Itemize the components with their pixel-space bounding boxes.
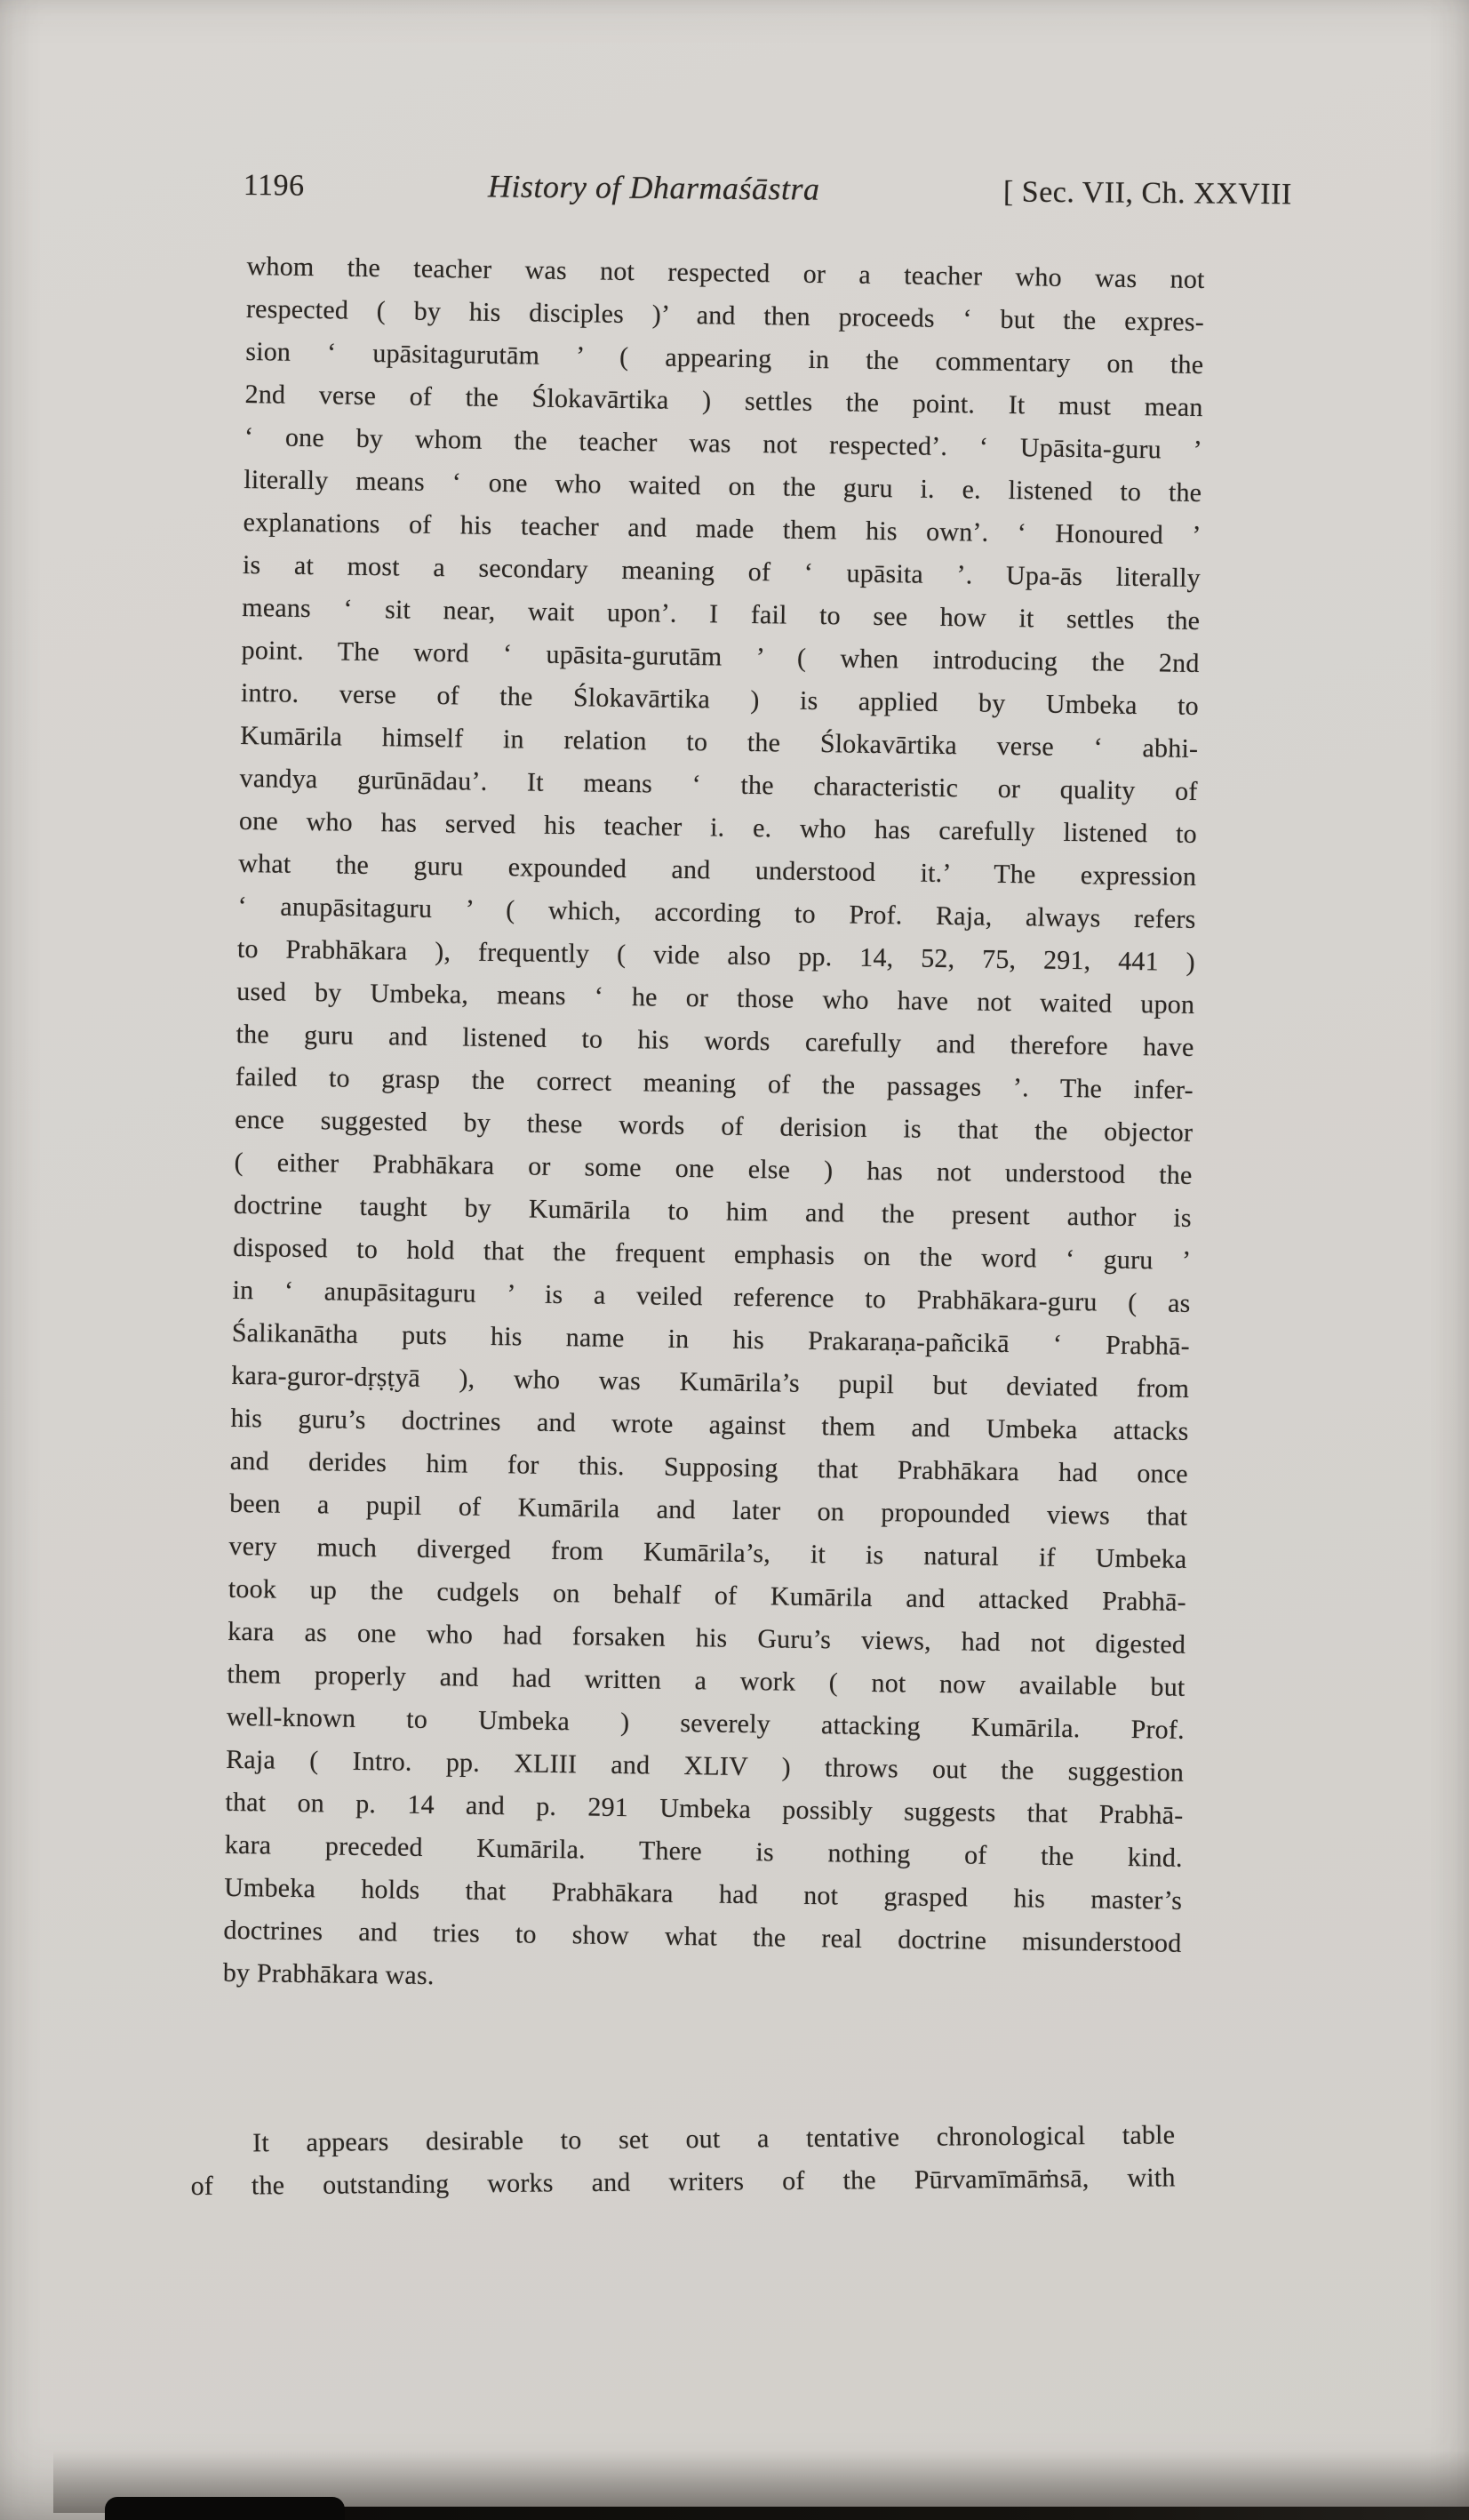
text-line: used by Umbeka, means ‘ he or those who have not waited upon [236,976,1195,1020]
text-line: intro. verse of the Ślokavārtika ) is applied by Umbeka to [240,677,1200,722]
text-line: and derides him for this. Supposing that Prabhākara had once [229,1445,1189,1489]
text-line: doctrine taught by Kumārila to him and the present author is [233,1189,1193,1233]
text-line: ‘ anupāsitaguru ’ ( which, according to Prof. Raja, always refers [237,891,1196,934]
text-line: of the outstanding works and writers of the Pūrvamīmāṁsā, with [190,2163,1176,2201]
text-line: explanations of his teacher and made them his own’. ‘ Honoured ’ [243,507,1202,551]
text-line: well-known to Umbeka ) severely attacking Kumārila. Prof. [226,1701,1186,1745]
text-line: means ‘ sit near, wait upon’. I fail to see how it settles the [242,592,1201,636]
text-line: took up the cudgels on behalf of Kumārila and attacked Prabhā- [228,1573,1187,1617]
text-line: 2nd verse of the Ślokavārtika ) settles the point. It must mean [244,379,1203,423]
text-line: Umbeka holds that Prabhākara had not grasped his master’s [223,1872,1183,1916]
text-line: Śalikanātha puts his name in his Prakaraṇa-pañcikā ‘ Prabhā- [231,1317,1191,1361]
text-line: Raja ( Intro. pp. XLIII and XLIV ) throws out the suggestion [225,1744,1185,1788]
text-line: point. The word ‘ upāsita-gurutām ’ ( when introducing the 2nd [241,635,1200,679]
text-line: ( either Prabhākara or some one else ) has not understood the [234,1147,1193,1190]
section-label: [ Sec. VII, Ch. XXVIII [1002,175,1292,212]
text-line: kara-guror-dṛṣṭyā ), who was Kumārila’s pupil but deviated from [231,1360,1190,1404]
text-line: literally means ‘ one who waited on the guru i. e. listened to the [244,464,1202,508]
text-line: that on p. 14 and p. 291 Umbeka possibly suggests that Prabhā- [225,1787,1184,1830]
text-line: one who has served his teacher i. e. who has carefully listened to [238,805,1198,849]
body-paragraph-1 [223,245,1205,2008]
page-corner-blob [105,2497,345,2520]
text-line: kara as one who had forsaken his Guru’s views, had not digested [227,1616,1186,1660]
text-line: sion ‘ upāsitagurutām ’ ( appearing in the commentary on the [245,336,1204,380]
text-line: doctrines and tries to show what the real doctrine misunderstood [223,1915,1182,1958]
text-line: by Prabhākara was. [222,1957,435,1991]
text-line: whom the teacher was not respected or a teacher who was not [246,251,1205,295]
text-line: been a pupil of Kumārila and later on propounded views that [229,1488,1188,1532]
text-line: Kumārila himself in relation to the Ślokavārtika verse ‘ abhi- [240,720,1199,764]
text-line: disposed to hold that the frequent emphasis on the word ‘ guru ’ [233,1232,1192,1276]
text-line: the guru and listened to his words carefully and therefore have [236,1019,1194,1062]
text-line: very much diverged from Kumārila’s, it is natural if Umbeka [228,1531,1187,1574]
page-header [244,165,1292,212]
body-paragraph-2 [190,2114,1176,2208]
text-line: vandya gurūnādau’. It means ‘ the characteristic or quality of [239,763,1198,806]
text-line: them properly and had written a work ( not now available but [227,1659,1186,1702]
text-line: is at most a secondary meaning of ‘ upāsita ’. Upa-ās literally [242,549,1202,594]
running-title: History of Dharmaśāstra [487,168,820,207]
text-line: what the guru expounded and understood it.’ The expression [238,848,1197,892]
text-line: failed to grasp the correct meaning of the passages ’. The infer- [235,1061,1194,1105]
text-line: to Prabhākara ), frequently ( vide also pp. 14, 52, 75, 291, 441 ) [236,933,1196,977]
text-line: ‘ one by whom the teacher was not respected’. ‘ Upāsita-guru ’ [244,421,1203,466]
text-line: kara preceded Kumārila. There is nothing of the kind. [224,1829,1184,1873]
page-number: 1196 [243,168,305,203]
text-line: his guru’s doctrines and wrote against them and Umbeka attacks [230,1403,1189,1446]
text-line: respected ( by his disciples )’ and then proceeds ‘ but the expres- [245,293,1205,338]
text-line: in ‘ anupāsitaguru ’ is a veiled reference to Prabhākara-guru ( as [232,1275,1191,1318]
text-line: ence suggested by these words of derision is that the objector [235,1104,1194,1148]
text-line: It appears desirable to set out a tentative chronological table [252,2120,1176,2158]
